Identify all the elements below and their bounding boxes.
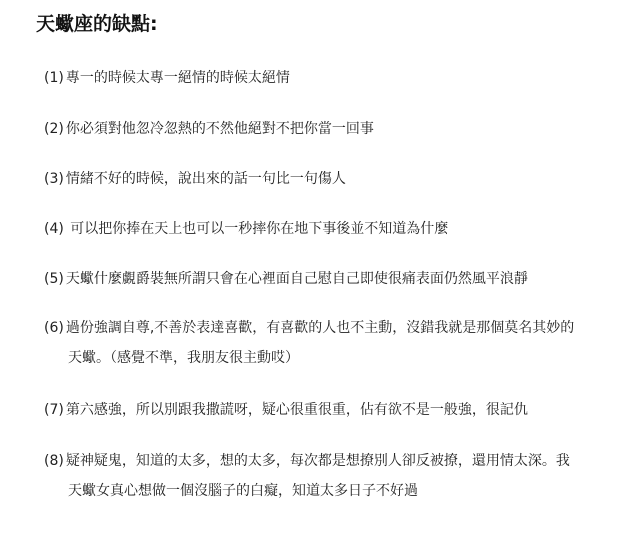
- item-line: [44, 114, 624, 144]
- list-item: [44, 395, 624, 425]
- item-number: (6): [44, 320, 64, 336]
- item-text: 過份強調自尊,不善於表達喜歡，有喜歡的人也不主動，沒錯我就是那個莫名其妙的: [65, 320, 575, 336]
- item-line: [44, 313, 624, 343]
- item-line: [44, 264, 624, 294]
- item-line: [44, 446, 624, 476]
- list-item: [44, 446, 624, 506]
- item-line-continued: 天蠍女真心想做一個沒腦子的白癡，知道太多日子不好過: [68, 483, 418, 499]
- item-text: 可以把你捧在天上也可以一秒摔你在地下事後並不知道為什麼: [65, 221, 449, 237]
- item-text: 情緒不好的時候，說出來的話一句比一句傷人: [65, 171, 346, 187]
- item-text: 天蠍什麼覷爵裝無所謂只會在心裡面自己慰自己即使很痛表面仍然風平浪靜: [65, 271, 528, 287]
- item-number: (3): [44, 171, 64, 187]
- item-line-continued: 天蠍。（感覺不準，我朋友很主動哎）: [68, 350, 299, 366]
- item-text: 第六感強，所以別跟我撒謊呀，疑心很重很重，佔有欲不是一般強，很記仇: [65, 402, 528, 418]
- item-text: 疑神疑鬼，知道的太多，想的太多，每次都是想撩別人卻反被撩，還用情太深。我: [65, 453, 570, 469]
- item-text: 專一的時候太專一絕情的時候太絕情: [65, 70, 290, 86]
- list-item: [44, 114, 624, 144]
- item-line: [44, 63, 624, 93]
- item-line: [44, 395, 624, 425]
- list-item: [44, 264, 624, 294]
- item-number: (7): [44, 402, 64, 418]
- item-number: (1): [44, 70, 64, 86]
- item-text: 你必須對他忽冷忽熱的不然他絕對不把你當一回事: [65, 121, 374, 137]
- item-number: (8): [44, 453, 64, 469]
- list-item: [44, 313, 624, 373]
- page-title: 天蠍座的缺點:: [36, 13, 158, 35]
- item-line: [44, 164, 624, 194]
- item-line: [44, 214, 624, 244]
- list-item: [44, 63, 624, 93]
- list-item: [44, 164, 624, 194]
- list-item: [44, 214, 624, 244]
- item-number: (4): [44, 221, 64, 237]
- item-number: (5): [44, 271, 64, 287]
- item-number: (2): [44, 121, 64, 137]
